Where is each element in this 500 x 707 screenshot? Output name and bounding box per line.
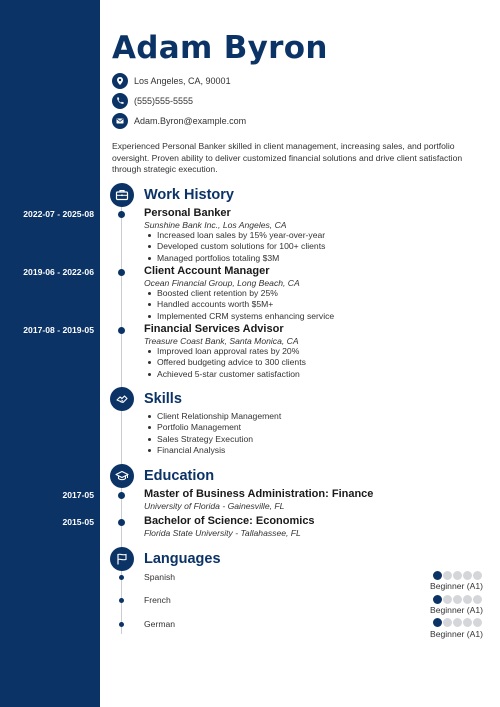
job-bullets <box>144 346 306 380</box>
list-item: Portfolio Management <box>144 422 281 433</box>
timeline-dot <box>118 269 125 276</box>
language-name: French <box>144 595 171 605</box>
contact-phone <box>112 93 193 109</box>
contact-location <box>112 73 231 89</box>
list-item: Offered budgeting advice to 300 clients <box>144 357 306 368</box>
list-item: Client Relationship Management <box>144 411 281 422</box>
job-title: Client Account Manager <box>144 265 270 277</box>
timeline-dot <box>118 211 125 218</box>
rating-dot-filled <box>433 571 442 580</box>
phone-icon <box>112 93 128 109</box>
envelope-icon <box>112 113 128 129</box>
location-pin-icon <box>112 73 128 89</box>
rating-dot-empty <box>463 595 472 604</box>
list-item: Managed portfolios totaling $3M <box>144 253 325 264</box>
job-dates: 2022-07 - 2025-08 <box>23 209 94 219</box>
job-bullets <box>144 288 334 322</box>
briefcase-icon <box>110 183 134 207</box>
professional-summary: Experienced Personal Banker skilled in client management, increasing sales, and portfolio oversight. Proven ability to deliver customized financial solutions and drive client satisfaction through strategic execution. <box>112 141 463 174</box>
timeline-dot <box>119 598 124 603</box>
education-year: 2017-05 <box>62 490 94 500</box>
handshake-icon <box>110 387 134 411</box>
timeline-dot <box>119 622 124 627</box>
job-company: Sunshine Bank Inc., Los Angeles, CA <box>144 220 287 230</box>
job-company: Treasure Coast Bank, Santa Monica, CA <box>144 336 299 346</box>
languages-title: Languages <box>144 551 221 567</box>
rating-dot-empty <box>443 571 452 580</box>
language-name: Spanish <box>144 572 176 582</box>
language-rating <box>433 618 483 627</box>
degree-title: Master of Business Administration: Finance <box>144 488 374 500</box>
rating-dot-empty <box>453 595 462 604</box>
school-name: Florida State University - Tallahassee, FL <box>144 528 301 538</box>
rating-dot-empty <box>473 595 482 604</box>
skills-title: Skills <box>144 391 182 407</box>
list-item: Boosted client retention by 25% <box>144 288 334 299</box>
timeline-dot <box>119 575 124 580</box>
graduation-cap-icon <box>110 464 134 488</box>
timeline-dot <box>118 492 125 499</box>
job-bullets <box>144 230 325 264</box>
phone-text: (555)555-5555 <box>134 96 194 106</box>
rating-dot-filled <box>433 595 442 604</box>
rating-dot-empty <box>473 618 482 627</box>
rating-dot-empty <box>463 618 472 627</box>
school-name: University of Florida - Gainesville, FL <box>144 501 285 511</box>
rating-dot-empty <box>473 571 482 580</box>
contact-email <box>112 113 246 129</box>
list-item: Achieved 5-star customer satisfaction <box>144 369 306 380</box>
language-rating <box>433 595 483 604</box>
email-text[interactable]: Adam.Byron@example.com <box>134 116 247 126</box>
rating-dot-empty <box>443 618 452 627</box>
language-level: Beginner (A1) <box>429 629 483 639</box>
timeline-dot <box>118 327 125 334</box>
job-dates: 2019-06 - 2022-06 <box>23 267 94 277</box>
degree-title: Bachelor of Science: Economics <box>144 515 315 527</box>
job-title: Personal Banker <box>144 207 231 219</box>
rating-dot-empty <box>453 618 462 627</box>
sidebar <box>0 0 100 707</box>
skills-list <box>144 411 281 456</box>
location-text: Los Angeles, CA, 90001 <box>134 76 231 86</box>
job-company: Ocean Financial Group, Long Beach, CA <box>144 278 300 288</box>
list-item: Implemented CRM systems enhancing service <box>144 311 334 322</box>
language-level: Beginner (A1) <box>429 581 483 591</box>
list-item: Handled accounts worth $5M+ <box>144 299 334 310</box>
list-item: Increased loan sales by 15% year-over-year <box>144 230 325 241</box>
list-item: Sales Strategy Execution <box>144 434 281 445</box>
job-dates: 2017-08 - 2019-05 <box>23 325 94 335</box>
candidate-name: Adam Byron <box>112 30 328 66</box>
rating-dot-empty <box>463 571 472 580</box>
language-level: Beginner (A1) <box>429 605 483 615</box>
job-title: Financial Services Advisor <box>144 323 284 335</box>
list-item: Developed custom solutions for 100+ clients <box>144 241 325 252</box>
language-rating <box>433 571 483 580</box>
education-title: Education <box>144 468 215 484</box>
timeline-dot <box>118 519 125 526</box>
flag-icon <box>110 547 134 571</box>
rating-dot-empty <box>453 571 462 580</box>
language-name: German <box>144 619 176 629</box>
work-history-title: Work History <box>144 187 234 203</box>
rating-dot-filled <box>433 618 442 627</box>
list-item: Improved loan approval rates by 20% <box>144 346 306 357</box>
education-year: 2015-05 <box>62 517 94 527</box>
list-item: Financial Analysis <box>144 445 281 456</box>
rating-dot-empty <box>443 595 452 604</box>
